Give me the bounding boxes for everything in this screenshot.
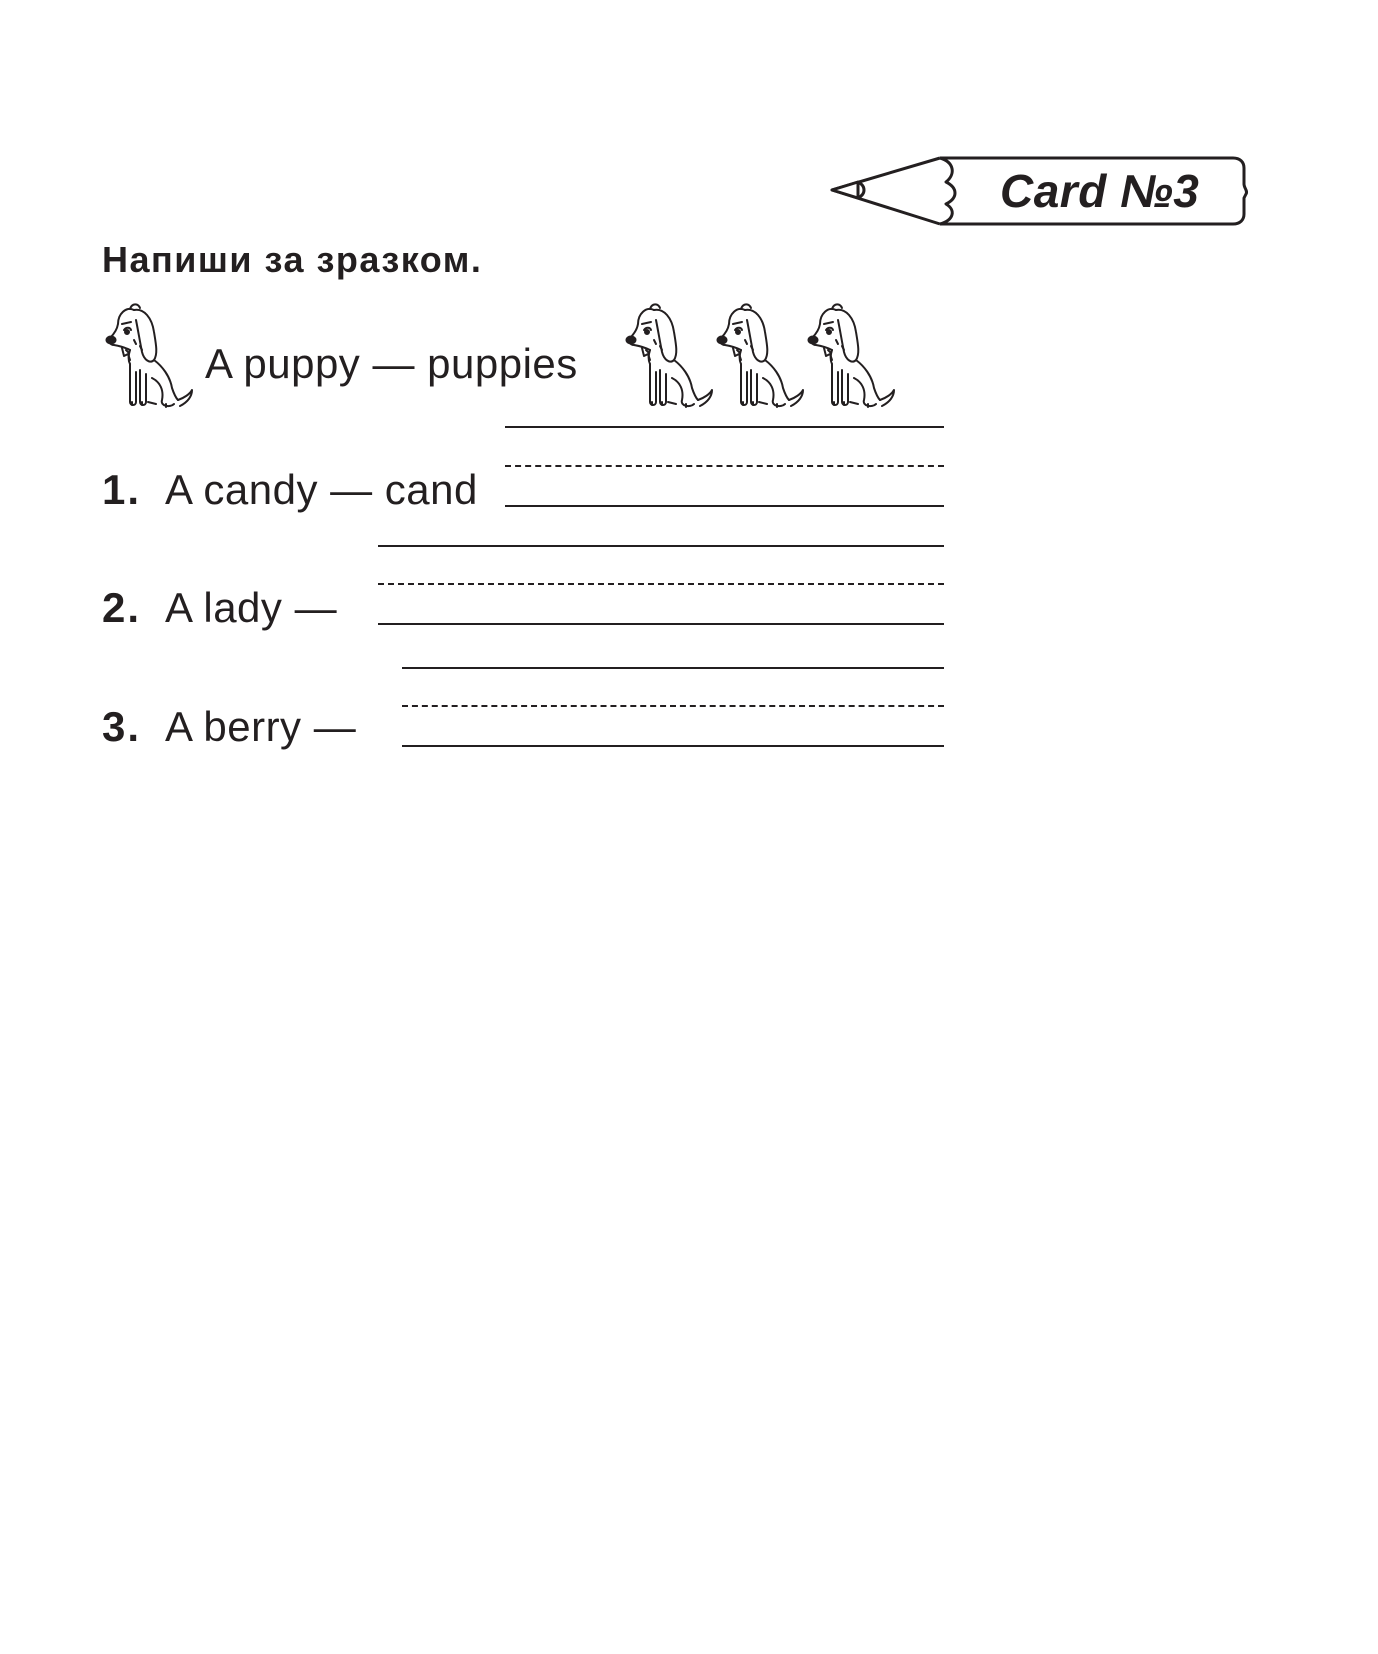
- item-text: A candy — cand: [165, 466, 478, 513]
- writing-line-mid: [505, 465, 944, 467]
- dog-icon: [622, 300, 718, 412]
- dog-icon: [804, 300, 900, 412]
- item-number: 2.: [102, 584, 142, 631]
- writing-line-mid: [378, 583, 944, 585]
- answer-line[interactable]: [378, 623, 944, 625]
- dog-icon: [713, 300, 809, 412]
- answer-line[interactable]: [505, 505, 944, 507]
- writing-line-top: [378, 545, 944, 547]
- item-number: 1.: [102, 466, 142, 513]
- example-text: A puppy — puppies: [205, 340, 578, 387]
- instruction: Напиши за зразком.: [102, 239, 483, 280]
- card-title: Card №3: [1000, 165, 1200, 217]
- writing-line-top: [505, 426, 944, 428]
- item-text: A berry —: [165, 703, 357, 750]
- item-number: 3.: [102, 703, 142, 750]
- writing-line-top: [402, 667, 944, 669]
- answer-line[interactable]: [402, 745, 944, 747]
- item-text: A lady —: [165, 584, 338, 631]
- dog-icon: [102, 300, 198, 412]
- writing-line-mid: [402, 705, 944, 707]
